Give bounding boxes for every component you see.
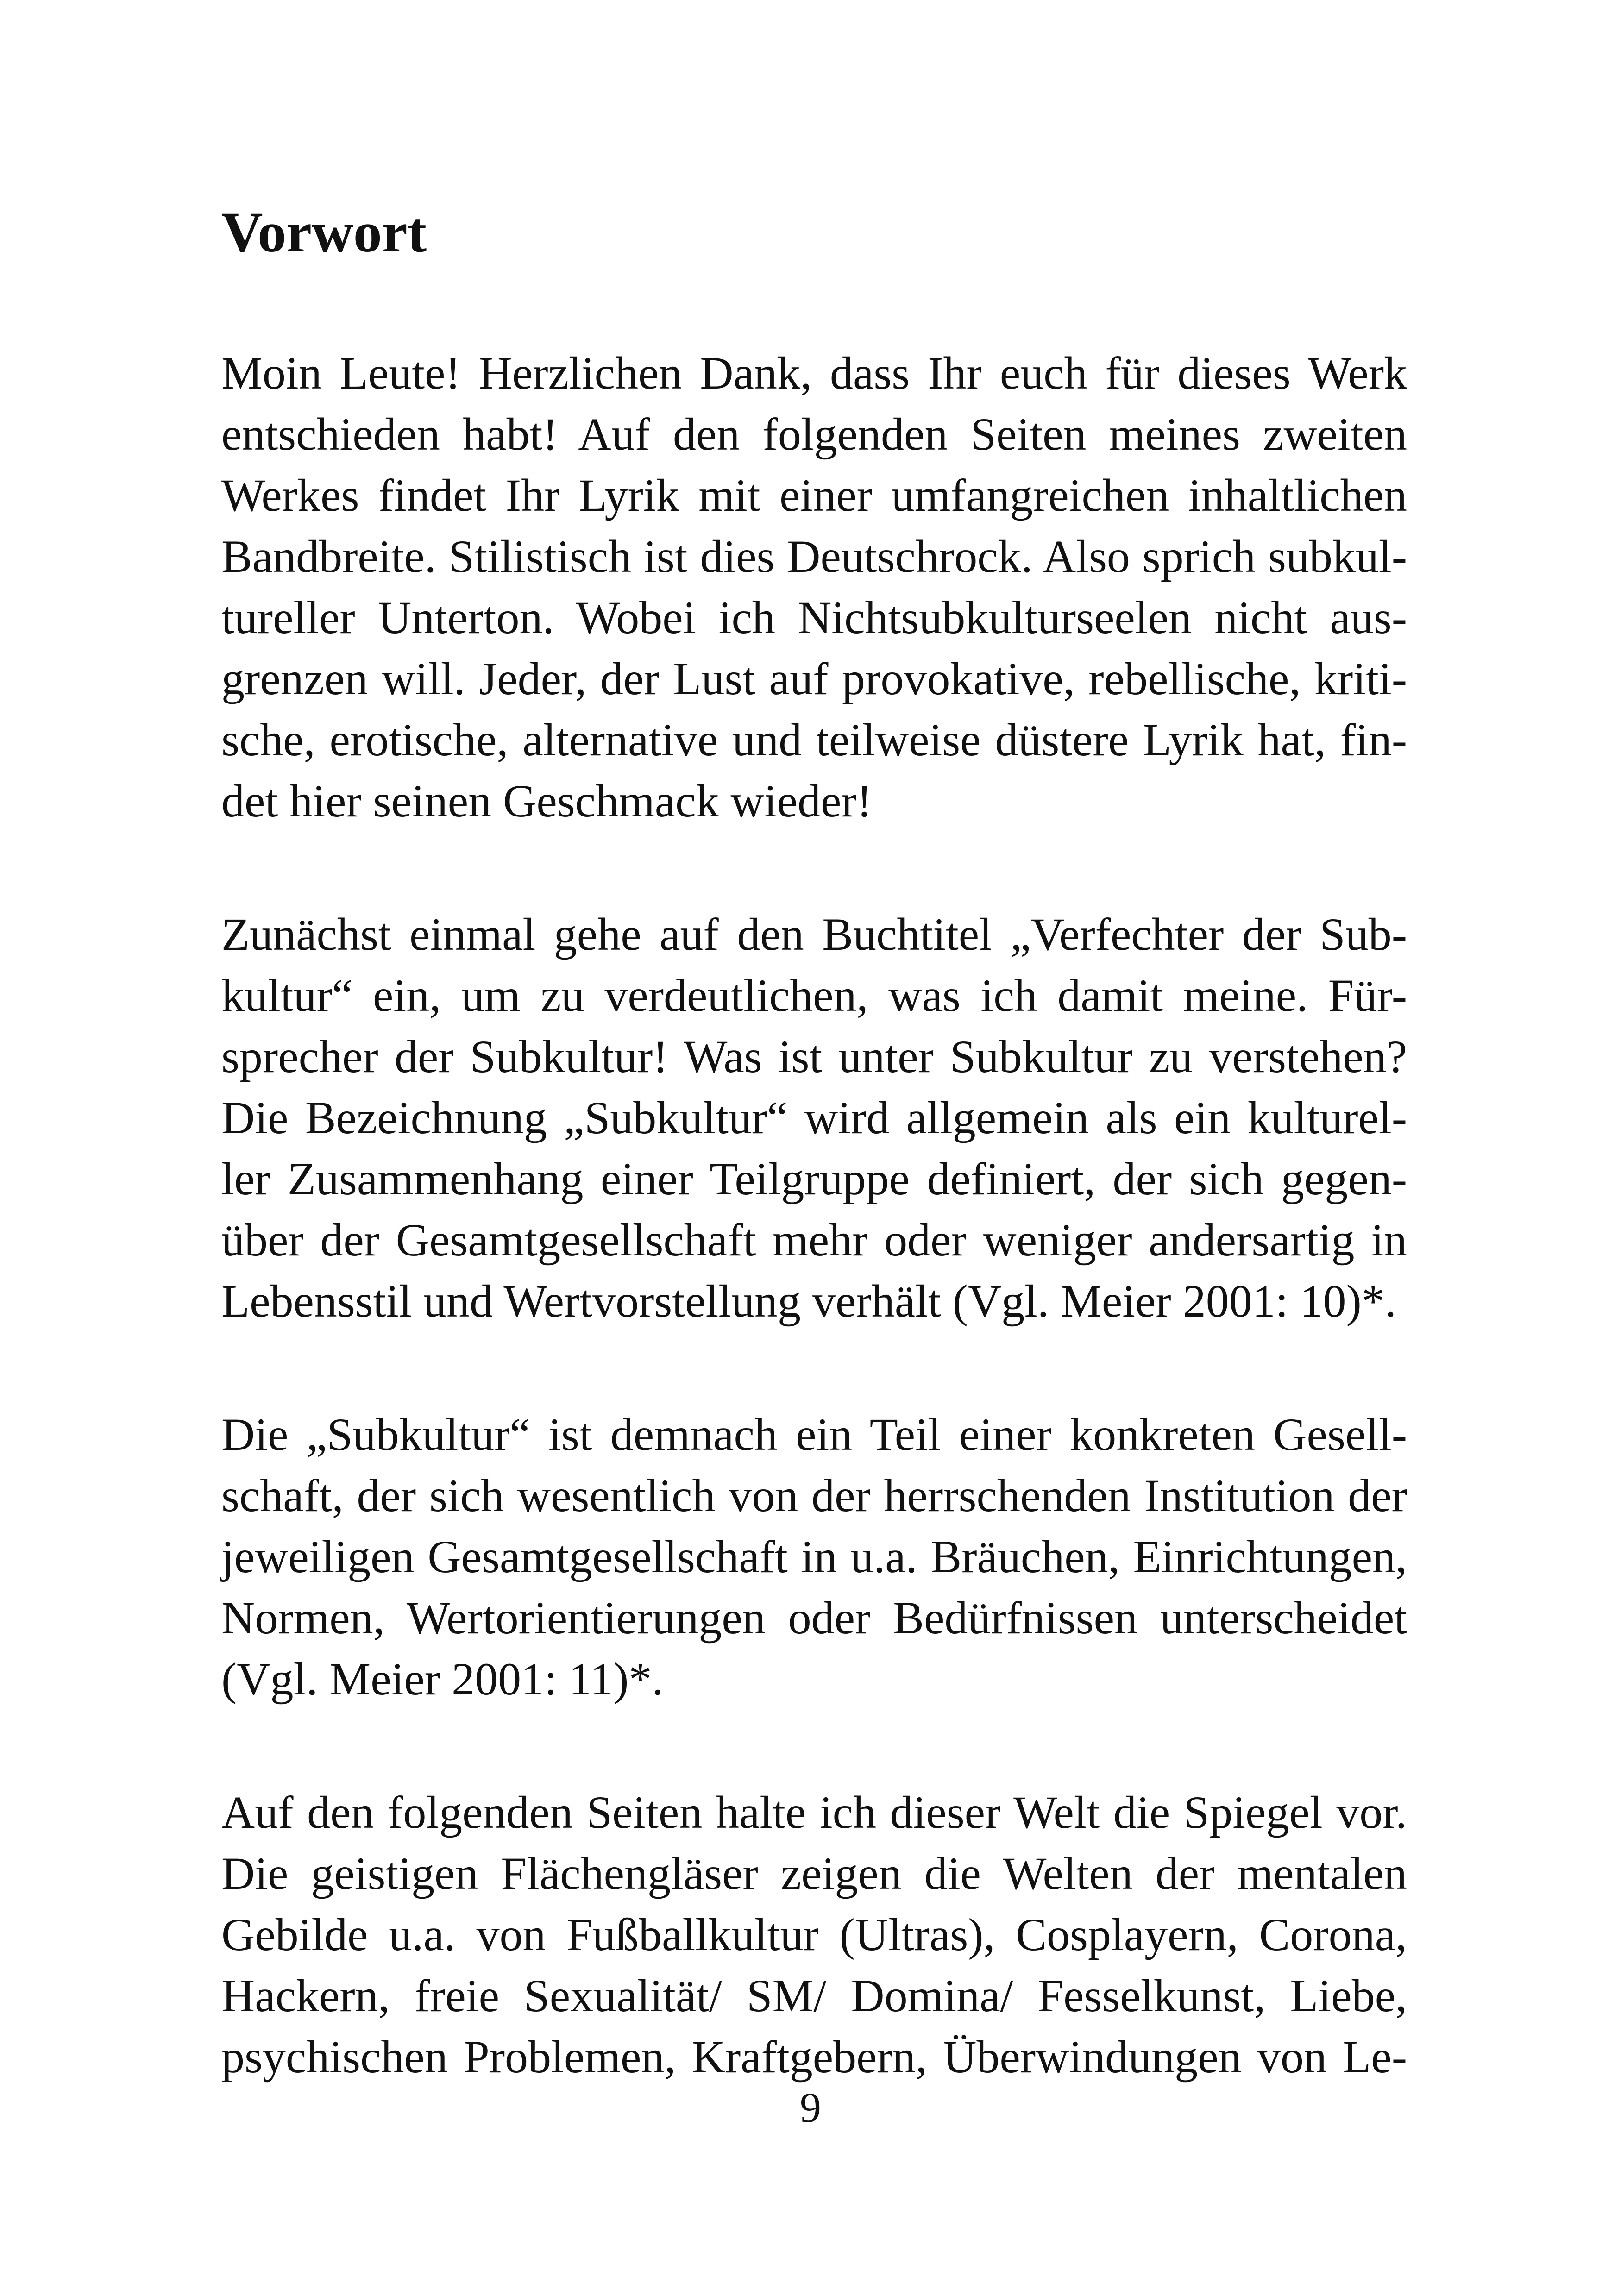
text-line: sche, erotische, alternative und teilweise düstere Lyrik hat, fin- <box>221 714 1407 765</box>
text-line: jeweiligen Gesamtgesellschaft in u.a. Bräuchen, Einrichtungen, <box>221 1531 1407 1582</box>
text-line: entschieden habt! Auf den folgenden Seiten meines zweiten <box>221 408 1407 460</box>
text-line: schaft, der sich wesentlich von der herrschenden Institution der <box>221 1470 1407 1521</box>
text-line: sprecher der Subkultur! Was ist unter Subkultur zu verstehen? <box>221 1031 1407 1082</box>
text-line: ler Zusammenhang einer Teilgruppe definiert, der sich gegen- <box>221 1153 1407 1204</box>
text-line: grenzen will. Jeder, der Lust auf provokative, rebellische, kriti- <box>221 653 1407 704</box>
text-line: tureller Unterton. Wobei ich Nichtsubkulturseelen nicht aus- <box>221 592 1407 643</box>
text-line: (Vgl. Meier 2001: 11)*. <box>221 1653 664 1705</box>
text-line: det hier seinen Geschmack wieder! <box>221 775 872 827</box>
text-line: psychischen Problemen, Kraftgebern, Überwindungen von Le- <box>221 2031 1407 2083</box>
text-line: kultur“ ein, um zu verdeutlichen, was ich damit meine. Für- <box>221 970 1407 1021</box>
paragraph-3 <box>221 1404 1407 1710</box>
page-number: 9 <box>800 2084 821 2131</box>
text-line: Lebensstil und Wertvorstellung verhält (Vgl. Meier 2001: 10)*. <box>221 1275 1396 1327</box>
body-text <box>221 343 1407 2160</box>
text-line: Moin Leute! Herzlichen Dank, dass Ihr euch für dieses Werk <box>221 347 1407 399</box>
text-line: über der Gesamtgesellschaft mehr oder weniger andersartig in <box>221 1214 1407 1266</box>
text-line: Hackern, freie Sexualität/ SM/ Domina/ Fesselkunst, Liebe, <box>221 1970 1407 2021</box>
text-line: Bandbreite. Stilistisch ist dies Deutschrock. Also sprich subkul- <box>221 531 1407 582</box>
text-line: Werkes findet Ihr Lyrik mit einer umfangreichen inhaltlichen <box>221 470 1407 521</box>
page-title: Vorwort <box>221 201 427 264</box>
text-line: Die geistigen Flächengläser zeigen die Welten der mentalen <box>221 1848 1407 1899</box>
paragraph-4 <box>221 1782 1407 2088</box>
text-line: Die „Subkultur“ ist demnach ein Teil einer konkreten Gesell- <box>221 1409 1407 1460</box>
text-line: Normen, Wertorientierungen oder Bedürfnissen unterscheidet <box>221 1592 1407 1644</box>
paragraph-1 <box>221 343 1407 832</box>
text-line: Gebilde u.a. von Fußballkultur (Ultras), Cosplayern, Corona, <box>221 1909 1407 1960</box>
text-line: Die Bezeichnung „Subkultur“ wird allgemein als ein kulturel- <box>221 1092 1407 1143</box>
paragraph-2 <box>221 904 1407 1332</box>
text-line: Auf den folgenden Seiten halte ich dieser Welt die Spiegel vor. <box>221 1787 1407 1838</box>
text-line: Zunächst einmal gehe auf den Buchtitel „Verfechter der Sub- <box>221 909 1407 960</box>
